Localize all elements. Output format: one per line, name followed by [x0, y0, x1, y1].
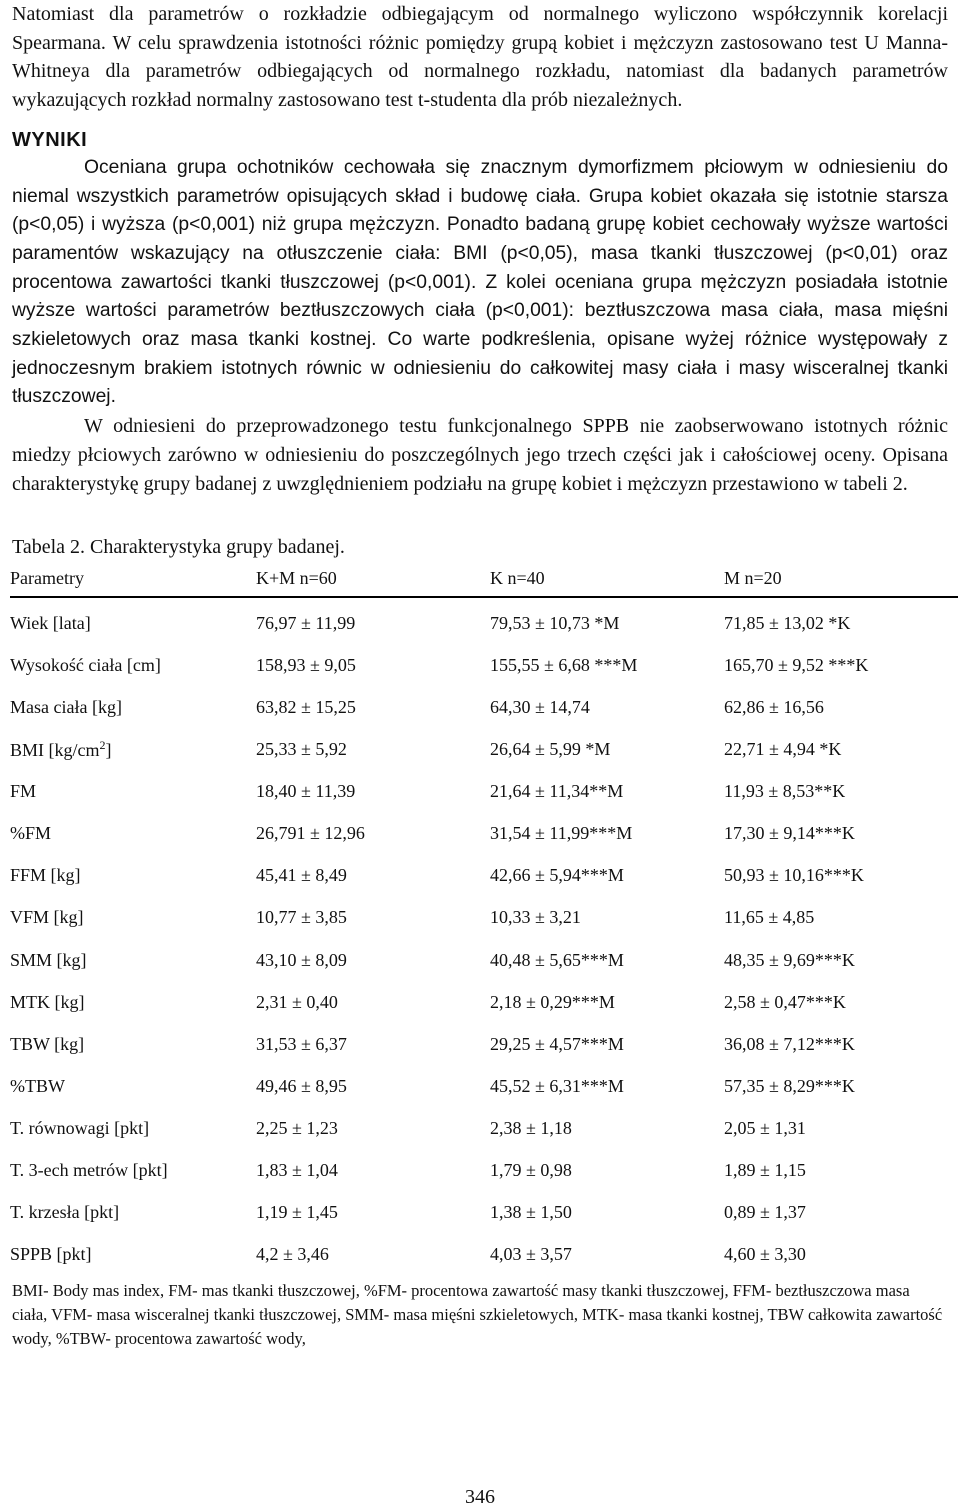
value-cell: 31,53 ± 6,37: [256, 1033, 347, 1054]
value-cell: 11,65 ± 4,85: [724, 907, 815, 928]
value-cell: 40,48 ± 5,65***M: [490, 949, 624, 970]
table-row: [10, 1107, 958, 1149]
parameter-name-cell: TBW [kg]: [10, 1033, 85, 1054]
column-header: K+M n=60: [256, 565, 490, 597]
value-cell: 79,53 ± 10,73 *M: [490, 612, 620, 633]
table-row: [10, 1192, 958, 1234]
value-cell: 1,79 ± 0,98: [490, 1160, 572, 1181]
value-cell: 10,77 ± 3,85: [256, 907, 347, 928]
document-page: [12, 0, 948, 1351]
value-cell: 4,60 ± 3,30: [724, 1244, 806, 1265]
value-cell: 64,30 ± 14,74: [490, 696, 590, 717]
value-cell: 2,18 ± 0,29***M: [490, 991, 615, 1012]
parameter-name-cell: BMI $[kg/cm^2]$: [10, 738, 112, 761]
value-cell: 42,66 ± 5,94***M: [490, 865, 624, 886]
table-row: [10, 771, 958, 813]
value-cell: 22,71 ± 4,94 *K: [724, 739, 842, 760]
value-cell: 76,97 ± 11,99: [256, 612, 356, 633]
value-cell: 1,19 ± 1,45: [256, 1202, 338, 1223]
parameter-name-cell: VFM [kg]: [10, 907, 84, 928]
value-cell: 43,10 ± 8,09: [256, 949, 347, 970]
value-cell: 11,93 ± 8,53**K: [724, 781, 846, 802]
parameter-name-cell: T. równowagi [pkt]: [10, 1117, 150, 1138]
value-cell: 50,93 ± 10,16***K: [724, 865, 864, 886]
value-cell: 31,54 ± 11,99***M: [490, 823, 633, 844]
value-cell: 0,89 ± 1,37: [724, 1202, 806, 1223]
table-row: [10, 686, 958, 728]
parameter-name-cell: Wysokość ciała [cm]: [10, 654, 161, 675]
value-cell: 2,58 ± 0,47***K: [724, 991, 846, 1012]
value-cell: 2,31 ± 0,40: [256, 991, 338, 1012]
parameter-name-cell: T. 3-ech metrów [pkt]: [10, 1160, 168, 1181]
page-number: 346: [465, 1486, 495, 1508]
value-cell: 10,33 ± 3,21: [490, 907, 581, 928]
parameter-name-cell: MTK [kg]: [10, 991, 85, 1012]
table-row: [10, 855, 958, 897]
table-caption: Tabela 2. Charakterystyka grupy badanej.: [12, 536, 345, 559]
column-header: Parametry: [10, 565, 256, 597]
value-cell: 57,35 ± 8,29***K: [724, 1075, 855, 1096]
column-header: K n=40: [490, 565, 724, 597]
table-row: [10, 897, 958, 939]
value-cell: 4,2 ± 3,46: [256, 1244, 329, 1265]
value-cell: 4,03 ± 3,57: [490, 1244, 572, 1265]
table-row: [10, 729, 958, 771]
value-cell: 63,82 ± 15,25: [256, 696, 356, 717]
value-cell: 26,791 ± 12,96: [256, 823, 365, 844]
parameter-name-cell: Wiek [lata]: [10, 612, 91, 633]
value-cell: 155,55 ± 6,68 ***M: [490, 654, 638, 675]
parameter-name-cell: %FM: [10, 823, 52, 844]
value-cell: 17,30 ± 9,14***K: [724, 823, 855, 844]
table-row: [10, 981, 958, 1023]
value-cell: 45,41 ± 8,49: [256, 865, 347, 886]
column-header: M n=20: [724, 565, 958, 597]
value-cell: 25,33 ± 5,92: [256, 739, 347, 760]
table-footnote: BMI- Body mas index, FM- mas tkanki tłuszczowej, %FM- procentowa zawartość masy tkanki tłuszczowej, FFM- beztłuszczowa masa ciała, VFM- masa wisceralnej tkanki tłuszczowej, SMM- masa mięśni szkieletowych, MTK- masa tkanki kostnej, TBW całkowita zawartość wody, %TBW- procentowa zawartość wody,: [12, 1280, 943, 1348]
parameter-name-cell: Masa ciała [kg]: [10, 696, 122, 717]
table-row: [10, 1065, 958, 1107]
value-cell: 165,70 ± 9,52 ***K: [724, 654, 869, 675]
value-cell: 62,86 ± 16,56: [724, 696, 824, 717]
table-row: [10, 813, 958, 855]
parameter-name-cell: SPPB [pkt]: [10, 1244, 92, 1265]
characteristics-table: [10, 565, 958, 1276]
superscript: 2: [99, 738, 106, 753]
table-row: [10, 1149, 958, 1191]
table-header-row: [10, 565, 958, 597]
value-cell: 18,40 ± 11,39: [256, 781, 356, 802]
value-cell: 71,85 ± 13,02 *K: [724, 612, 851, 633]
table-row: [10, 939, 958, 981]
value-cell: 2,25 ± 1,23: [256, 1117, 338, 1138]
table-row: [10, 597, 958, 644]
value-cell: 48,35 ± 9,69***K: [724, 949, 855, 970]
section-heading: WYNIKI: [12, 128, 88, 151]
methods-paragraph: Natomiast dla parametrów o rozkładzie odbiegającym od normalnego wyliczono współczynnik korelacji Spearmana. W celu sprawdzenia istotności różnic pomiędzy grupą kobiet i mężczyzn zastosowano test U Manna-Whitneya dla parametrów odbiegających od normalnego rozkładu, natomiast dla badanych parametrów wykazujących rozkład normalny zastosowano test t-studenta dla prób niezależnych.: [12, 3, 948, 112]
value-cell: 36,08 ± 7,12***K: [724, 1033, 855, 1054]
parameter-name-cell: %TBW: [10, 1075, 65, 1096]
value-cell: 45,52 ± 6,31***M: [490, 1075, 624, 1096]
value-cell: 2,38 ± 1,18: [490, 1117, 572, 1138]
value-cell: 49,46 ± 8,95: [256, 1075, 347, 1096]
table-row: [10, 1023, 958, 1065]
results-paragraph-1: Oceniana grupa ochotników cechowała się znacznym dymorfizmem płciowym w odniesieniu do niemal wszystkich parametrów opisujących skład i budowę ciała. Grupa kobiet okazała się istotnie starsza (p<0,05) i wyższa (p<0,001) niż grupa mężczyzn. Ponadto badaną grupę kobiet cechowały wyższe wartości paramentów wskazujący na otłuszczenie ciała: BMI (p<0,05), masa tkanki tłuszczowej (p<0,01) oraz procentowa zawartości tkanki tłuszczowej (p<0,001). Z kolei oceniana grupa mężczyzn posiadała istotnie wyższe wartości parametrów beztłuszczowych ciała (p<0,001): beztłuszczowa masa ciała, masa mięśni szkieletowych oraz masa tkanki kostnej. Co warte podkreślenia, opisane wyżej różnice występowały z jednoczesnym brakiem istotnych równic w odniesieniu do całkowitej masy ciała i masy wisceralnej tkanki tłuszczowej.: [12, 156, 948, 408]
parameter-name-cell: FM: [10, 781, 37, 802]
table-row: [10, 644, 958, 686]
results-paragraph-2: W odniesieni do przeprowadzonego testu funkcjonalnego SPPB nie zaobserwowano istotnych różnic miedzy płciowych zarówno w odniesieniu do poszczególnych jego trzech części jak i całościowej oceny. Opisana charakterystykę grupy badanej z uwzględnieniem podziału na grupę kobiet i mężczyzn przestawiono w tabeli 2.: [12, 415, 948, 495]
parameter-name-cell: SMM [kg]: [10, 949, 87, 970]
value-cell: 29,25 ± 4,57***M: [490, 1033, 624, 1054]
value-cell: 21,64 ± 11,34**M: [490, 781, 624, 802]
value-cell: 1,38 ± 1,50: [490, 1202, 572, 1223]
value-cell: 158,93 ± 9,05: [256, 654, 356, 675]
parameter-name-cell: T. krzesła [pkt]: [10, 1202, 120, 1223]
parameter-name-cell: FFM [kg]: [10, 865, 81, 886]
value-cell: 1,89 ± 1,15: [724, 1160, 806, 1181]
value-cell: 26,64 ± 5,99 *M: [490, 739, 611, 760]
table-row: [10, 1234, 958, 1276]
value-cell: 1,83 ± 1,04: [256, 1160, 338, 1181]
value-cell: 2,05 ± 1,31: [724, 1117, 806, 1138]
